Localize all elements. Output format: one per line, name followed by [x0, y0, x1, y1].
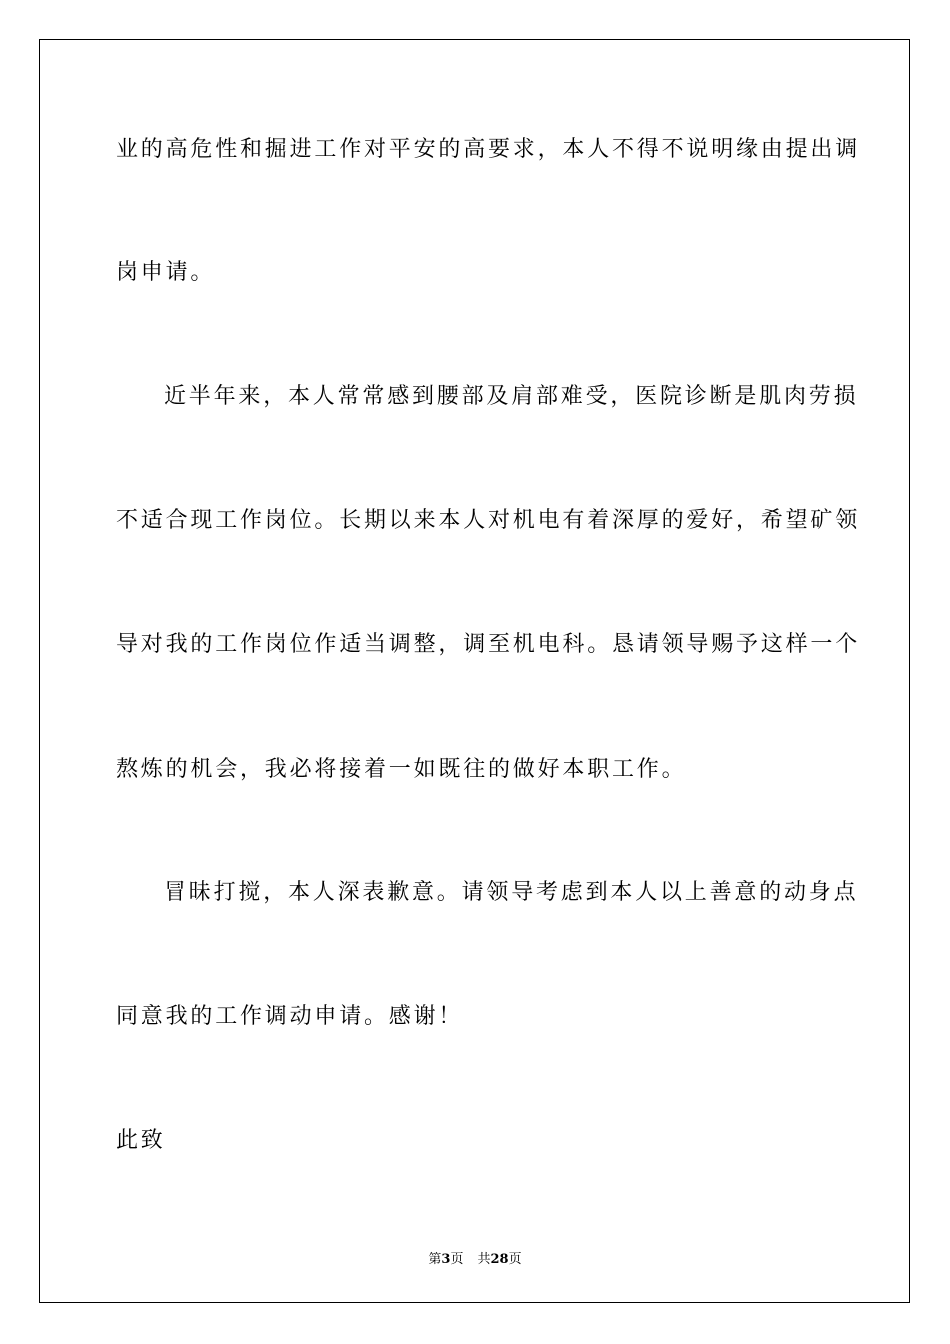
closing-salutation: 此致 — [116, 1128, 166, 1153]
paragraph-line: 导对我的工作岗位作适当调整，调至机电科。恳请领导赐予这样一个 — [116, 632, 861, 657]
page-footer — [0, 1248, 950, 1267]
paragraph-line: 近半年来，本人常常感到腰部及肩部难受，医院诊断是肌肉劳损 — [164, 384, 859, 409]
total-page-count: 28 — [490, 1252, 509, 1267]
page-border — [39, 39, 910, 1303]
paragraph-line: 业的高危性和掘进工作对平安的高要求，本人不得不说明缘由提出调 — [116, 137, 861, 162]
total-suffix: 页 — [508, 1252, 522, 1267]
current-page-number: 3 — [441, 1252, 451, 1267]
paragraph-line: 冒昧打搅，本人深表歉意。请领导考虑到本人以上善意的动身点 — [164, 880, 859, 905]
paragraph-line: 岗申请。 — [116, 260, 216, 285]
total-prefix: 共 — [477, 1252, 491, 1267]
paragraph-line: 不适合现工作岗位。长期以来本人对机电有着深厚的爱好，希望矿领 — [116, 508, 861, 533]
page-prefix: 第 — [428, 1252, 442, 1267]
page-suffix: 页 — [450, 1252, 464, 1267]
paragraph-line: 熬炼的机会，我必将接着一如既往的做好本职工作。 — [116, 757, 687, 782]
paragraph-line: 同意我的工作调动申请。感谢！ — [116, 1004, 464, 1029]
